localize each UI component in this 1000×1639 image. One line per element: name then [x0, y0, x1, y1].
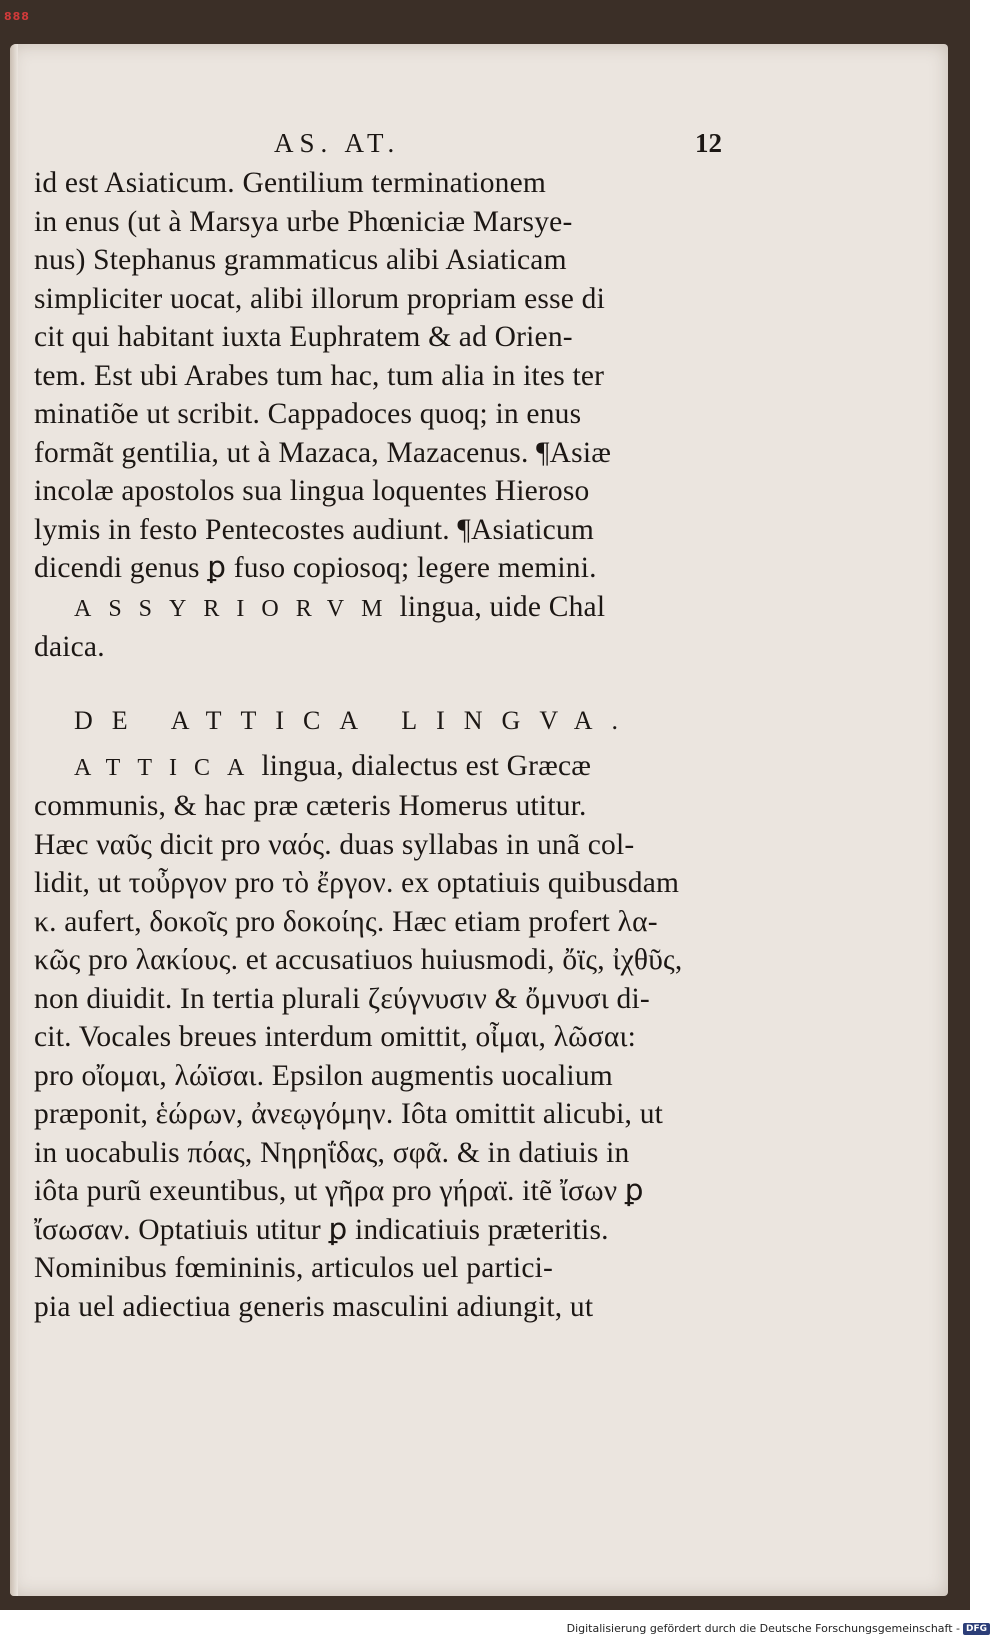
body-line: incolæ apostolos sua lingua loquentes Hieroso: [34, 475, 590, 507]
body-line: ἴσωσαν. Optatiuis utitur ꝑ indicatiuis præteritis.: [34, 1213, 609, 1246]
body-line: pro οἴομαι, λώϊσαι. Epsilon augmentis uocalium: [34, 1059, 613, 1092]
running-title: AS. AT.: [274, 128, 401, 158]
body-line: Nominibus fœmininis, articulos uel partici-: [34, 1252, 554, 1284]
body-line: nus) Stephanus grammaticus alibi Asiaticam: [34, 244, 567, 276]
section-heading: DE ATTICA LINGVA.: [74, 705, 638, 735]
page-number: 12: [695, 128, 722, 158]
credit-text: Digitalisierung gefördert durch die Deutsche Forschungsgemeinschaft -: [566, 1622, 960, 1635]
page-edge-shadow: [10, 44, 18, 1596]
entry-text: lingua, uide Chal: [399, 590, 606, 623]
body-line: id est Asiaticum. Gentilium terminationem: [34, 167, 547, 199]
page-text: [34, 128, 722, 1326]
entry-headword: ATTICA: [74, 754, 262, 781]
body-line: in uocabulis πόας, Νηρηΐδας, σφᾶ. & in datiuis in: [34, 1136, 630, 1169]
dfg-logo: DFG: [963, 1623, 990, 1635]
digitization-credit: [567, 1622, 990, 1635]
page-header: [34, 128, 722, 164]
body-line: dicendi genus ꝑ fuso copiosoq; legere memini.: [34, 552, 597, 584]
body-line: in enus (ut à Marsya urbe Phœniciæ Marsye-: [34, 205, 573, 238]
body-line: lymis in festo Pentecostes audiunt. ¶Asiaticum: [34, 513, 595, 546]
body-line: communis, & hac præ cæteris Homerus utitur.: [34, 790, 587, 822]
body-line: simpliciter uocat, alibi illorum propriam esse di: [34, 282, 605, 315]
body-line: tem. Est ubi Arabes tum hac, tum alia in ites ter: [34, 359, 605, 392]
body-line: κ. aufert, δοκοῖς pro δοκοίης. Hæc etiam profert λα-: [34, 905, 658, 938]
body-line: iôta purũ exeuntibus, ut γῆρα pro γήραϊ. itẽ ἴσων ꝑ: [34, 1175, 644, 1207]
body-line: præponit, ἑώρων, ἀνεῳγόμην. Iôta omittit alicubi, ut: [34, 1098, 664, 1130]
body-line: lidit, ut τοὖργον pro τὸ ἔργον. ex optatiuis quibusdam: [34, 867, 680, 899]
body-line: Hæc ναῦς dicit pro ναός. duas syllabas in unã col-: [34, 828, 635, 861]
attica-entry: [34, 747, 714, 788]
body-line: daica.: [34, 631, 105, 663]
body-line: non diuidit. In tertia plurali ζεύγνυσιν & ὄμνυσι di-: [34, 982, 650, 1015]
entry-headword: ASSYRIORVM: [74, 595, 400, 622]
book-page: [10, 44, 948, 1596]
entry-text: lingua, dialectus est Græcæ: [261, 749, 592, 782]
body-line: formãt gentilia, ut à Mazaca, Mazacenus. ¶Asiæ: [34, 436, 612, 469]
body-line: κῶς pro λακίους. et accusatiuos huiusmodi, ὄϊς, ἰχθῦς,: [34, 944, 683, 976]
assyriorum-entry: [34, 588, 714, 629]
body-line: cit. Vocales breues interdum omittit, οἶμαι, λῶσαι:: [34, 1021, 637, 1053]
body-line: minatiõe ut scribit. Cappadoces quoq; in enus: [34, 398, 582, 430]
body-line: pia uel adiectiua generis masculini adiungit, ut: [34, 1290, 594, 1323]
corner-mark: 888: [4, 10, 30, 23]
body-line: cit qui habitant iuxta Euphratem & ad Orien-: [34, 321, 573, 353]
